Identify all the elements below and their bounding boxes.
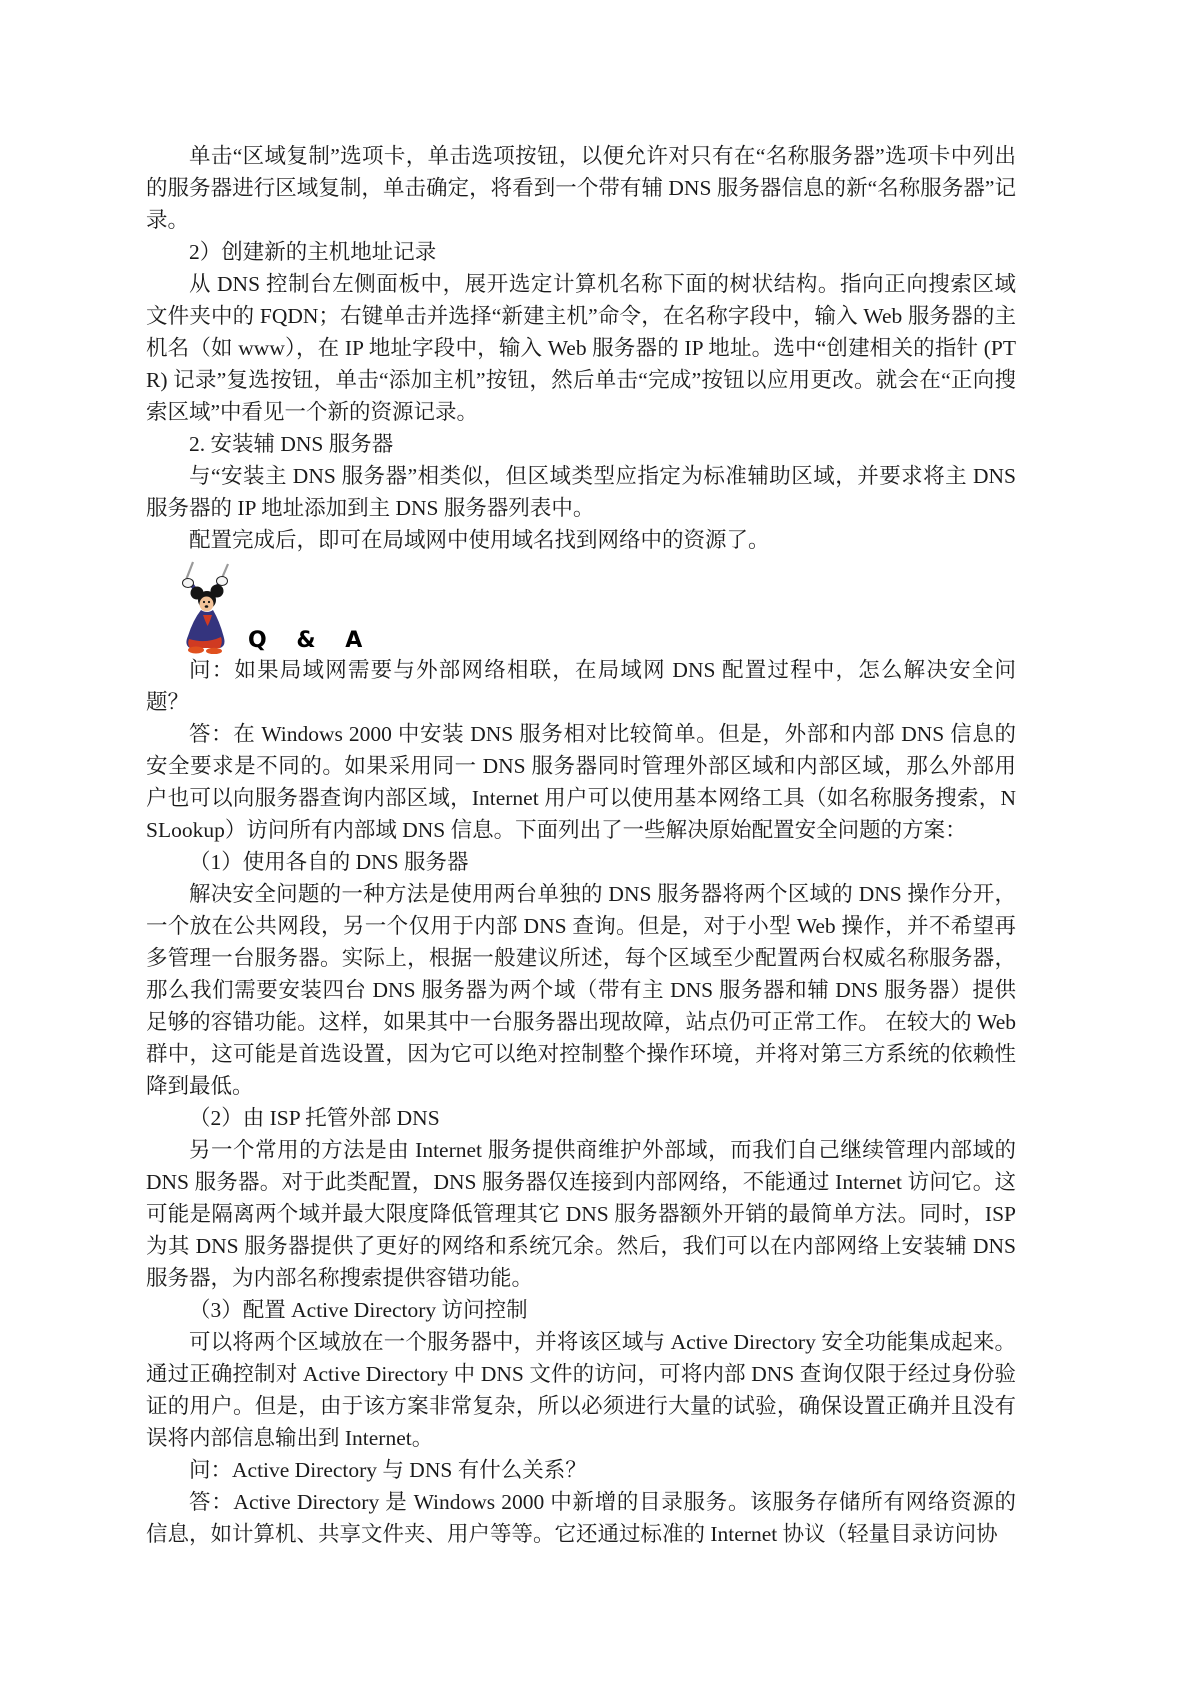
section-heading: 2. 安装辅 DNS 服务器	[189, 432, 394, 456]
qa-label: Q & A	[248, 628, 374, 653]
qa-answer: 答：在 Windows 2000 中安装 DNS 服务相对比较简单。但是，外部和内部 DNS 信息的安全要求是不同的。如果采用同一 DNS 服务器同时管理外部区域和内部区域，那么外部用户也可以向服务器查询内部区域，Internet 用户可以使用基本网络工具（如名称服务搜索，NSLookup）访问所有内部域 DNS 信息。下面列出了一些解决原始配置安全问题的方案：	[146, 722, 1016, 842]
section-heading: （3）配置 Active Directory 访问控制	[189, 1298, 528, 1322]
qa-question: 问：如果局域网需要与外部网络相联，在局域网 DNS 配置过程中，怎么解决安全问题？	[146, 658, 1016, 714]
paragraph: 解决安全问题的一种方法是使用两台单独的 DNS 服务器将两个区域的 DNS 操作分开，一个放在公共网段，另一个仅用于内部 DNS 查询。但是，对于小型 Web 操作，并不希望再多管理一台服务器。实际上，根据一般建议所述，每个区域至少配置两台权威名称服务器，那么我们需要安装四台 DNS 服务器为两个域（带有主 DNS 服务器和辅 DNS 服务器）提供足够的容错功能。这样，如果其中一台服务器出现故障，站点仍可正常工作。 在较大的 Web 群中，这可能是首选设置，因为它可以绝对控制整个操作环境，并将对第三方系统的依赖性降到最低。	[146, 882, 1016, 1098]
qa-answer: 答：Active Directory 是 Windows 2000 中新增的目录服务。该服务存储所有网络资源的信息，如计算机、共享文件夹、用户等等。它还通过标准的 Internet 协议（轻量目录访问协	[146, 1490, 1016, 1546]
section-heading: （2）由 ISP 托管外部 DNS	[189, 1106, 440, 1130]
section-heading: （1）使用各自的 DNS 服务器	[189, 850, 469, 874]
paragraph: 另一个常用的方法是由 Internet 服务提供商维护外部域，而我们自己继续管理内部域的 DNS 服务器。对于此类配置，DNS 服务器仅连接到内部网络，不能通过 Internet 访问它。这可能是隔离两个域并最大限度降低管理其它 DNS 服务器额外开销的最简单方法。同时，ISP 为其 DNS 服务器提供了更好的网络和系统冗余。然后，我们可以在内部网络上安装辅 DNS 服务器，为内部名称搜索提供容错功能。	[146, 1138, 1016, 1290]
paragraph: 可以将两个区域放在一个服务器中，并将该区域与 Active Directory 安全功能集成起来。通过正确控制对 Active Directory 中 DNS 文件的访问，可将内部 DNS 查询仅限于经过身份验证的用户。但是，由于该方案非常复杂，所以必须进行大量的试验，确保设置正确并且没有误将内部信息输出到 Internet。	[146, 1330, 1016, 1450]
mickey-wizard-icon	[176, 560, 236, 654]
section-heading: 2）创建新的主机地址记录	[189, 240, 437, 264]
paragraph: 配置完成后，即可在局域网中使用域名找到网络中的资源了。	[189, 528, 770, 552]
paragraph: 从 DNS 控制台左侧面板中，展开选定计算机名称下面的树状结构。指向正向搜索区域文件夹中的 FQDN；右键单击并选择“新建主机”命令，在名称字段中，输入 Web 服务器的主机名（如 www），在 IP 地址字段中，输入 Web 服务器的 IP 地址。选中“创建相关的指针 (PTR) 记录”复选按钮，单击“添加主机”按钮，然后单击“完成”按钮以应用更改。就会在“正向搜索区域”中看见一个新的资源记录。	[146, 272, 1016, 424]
paragraph: 单击“区域复制”选项卡，单击选项按钮，以便允许对只有在“名称服务器”选项卡中列出的服务器进行区域复制，单击确定，将看到一个带有辅 DNS 服务器信息的新“名称服务器”记录。	[146, 144, 1016, 232]
document-body	[146, 140, 1016, 1550]
qa-question: 问：Active Directory 与 DNS 有什么关系？	[189, 1458, 587, 1482]
paragraph: 与“安装主 DNS 服务器”相类似，但区域类型应指定为标准辅助区域，并要求将主 DNS 服务器的 IP 地址添加到主 DNS 服务器列表中。	[146, 464, 1016, 520]
qa-section-header	[146, 558, 1016, 654]
